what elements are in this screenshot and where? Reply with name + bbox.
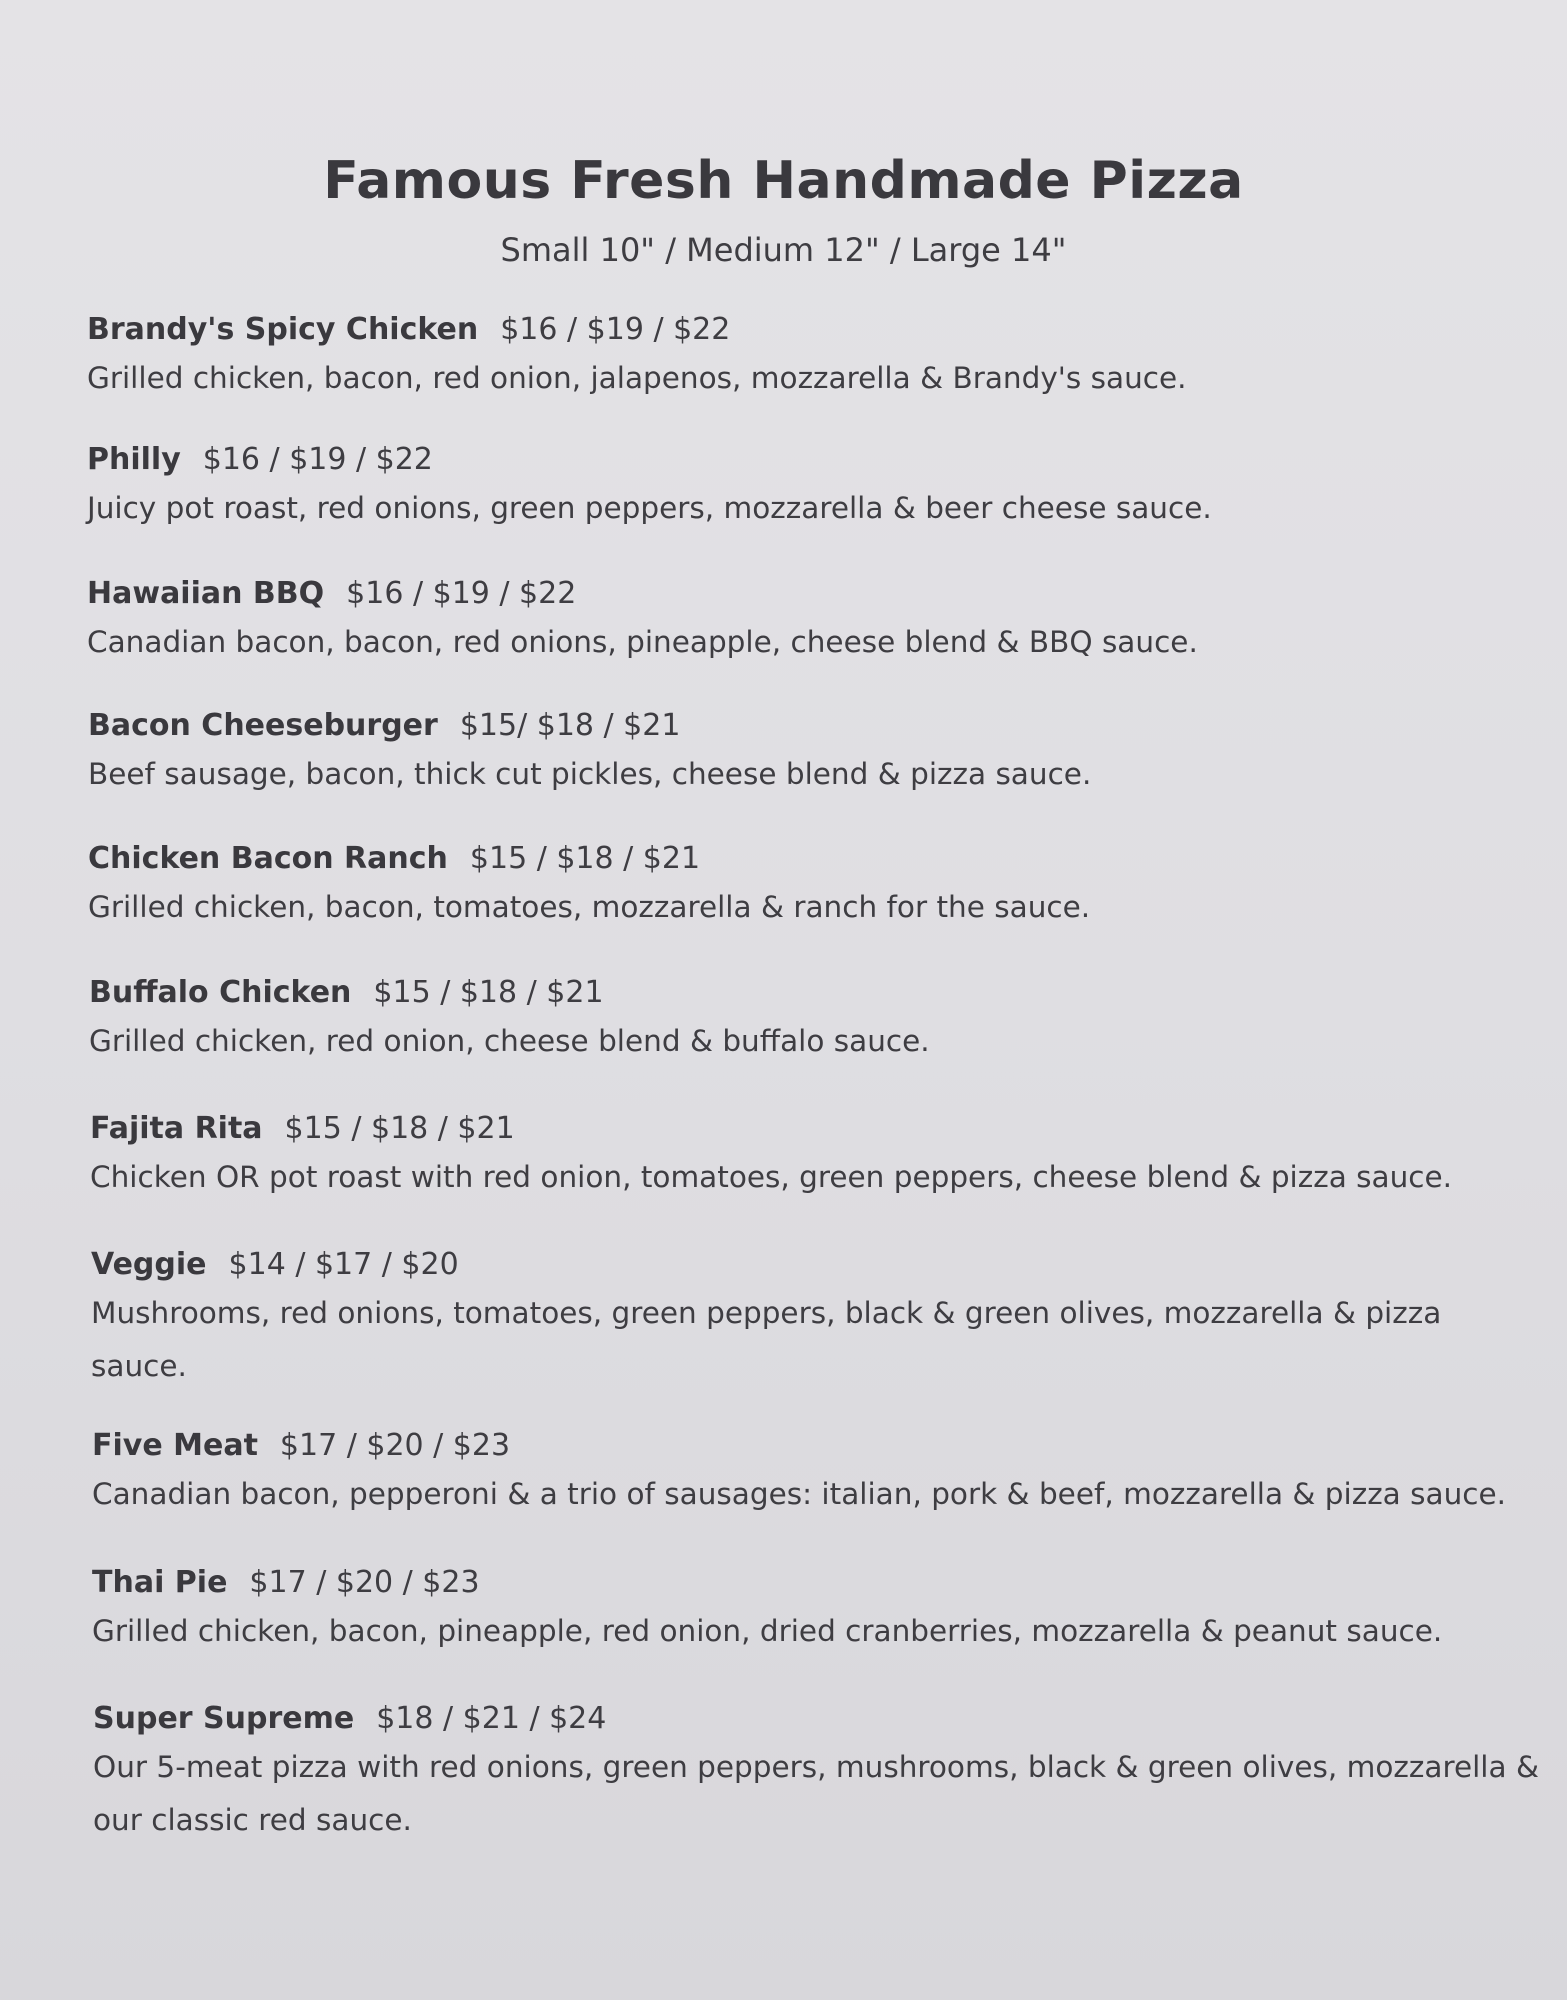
- item-name: Hawaiian BBQ: [87, 576, 325, 611]
- menu-item-bacon-cheeseburger: [88, 704, 1538, 801]
- menu-item-buffalo-chicken: [89, 971, 1539, 1068]
- item-description: Chicken OR pot roast with red onion, tomatoes, green peppers, cheese blend & pizza sauce.: [90, 1160, 1453, 1194]
- menu-item-brandys-spicy-chicken: [87, 308, 1537, 405]
- item-name: Veggie: [91, 1247, 207, 1282]
- item-price: $15/ $18 / $21: [459, 708, 681, 743]
- item-description: Grilled chicken, bacon, pineapple, red onion, dried cranberries, mozzarella & peanut sauce.: [92, 1614, 1443, 1648]
- menu-item-super-supreme: [93, 1697, 1543, 1847]
- item-description: Beef sausage, bacon, thick cut pickles, cheese blend & pizza sauce.: [88, 757, 1092, 791]
- item-name: Chicken Bacon Ranch: [88, 841, 448, 876]
- item-name: Fajita Rita: [90, 1111, 263, 1146]
- item-name: Buffalo Chicken: [89, 975, 352, 1010]
- menu-item-five-meat: [92, 1424, 1542, 1521]
- item-name: Five Meat: [92, 1428, 258, 1463]
- item-price: $17 / $20 / $23: [279, 1428, 511, 1463]
- menu-item-philly: [87, 438, 1537, 535]
- item-name: Thai Pie: [92, 1565, 228, 1600]
- menu-title: Famous Fresh Handmade Pizza: [323, 151, 1244, 211]
- menu-item-chicken-bacon-ranch: [88, 837, 1538, 934]
- item-description: Canadian bacon, bacon, red onions, pineapple, cheese blend & BBQ sauce.: [87, 625, 1198, 659]
- item-price: $14 / $17 / $20: [228, 1247, 459, 1282]
- item-name: Philly: [87, 442, 181, 477]
- item-price: $18 / $21 / $24: [376, 1701, 607, 1736]
- menu-item-fajita-rita: [90, 1107, 1540, 1204]
- item-name: Bacon Cheeseburger: [88, 708, 438, 743]
- item-description: Grilled chicken, red onion, cheese blend & buffalo sauce.: [89, 1024, 930, 1058]
- size-legend: Small 10" / Medium 12" / Large 14": [500, 231, 1067, 269]
- item-description: Juicy pot roast, red onions, green peppers, mozzarella & beer cheese sauce.: [87, 491, 1212, 525]
- item-description: Mushrooms, red onions, tomatoes, green peppers, black & green olives, mozzarella & pizza sauce.: [91, 1296, 1442, 1383]
- item-price: $16 / $19 / $22: [202, 442, 433, 477]
- item-description: Canadian bacon, pepperoni & a trio of sausages: italian, pork & beef, mozzarella & pizza sauce.: [92, 1477, 1507, 1511]
- item-description: Grilled chicken, bacon, tomatoes, mozzarella & ranch for the sauce.: [88, 890, 1091, 924]
- item-price: $15 / $18 / $21: [373, 975, 604, 1010]
- item-name: Super Supreme: [93, 1701, 355, 1736]
- menu-item-veggie: [91, 1243, 1541, 1393]
- item-name: Brandy's Spicy Chicken: [87, 312, 479, 347]
- menu-item-thai-pie: [92, 1561, 1542, 1658]
- item-description: Grilled chicken, bacon, red onion, jalapenos, mozzarella & Brandy's sauce.: [87, 361, 1187, 395]
- menu-item-hawaiian-bbq: [87, 572, 1537, 669]
- item-price: $17 / $20 / $23: [249, 1565, 480, 1600]
- item-description: Our 5-meat pizza with red onions, green peppers, mushrooms, black & green olives, mozzarella & our classic red sauce.: [93, 1750, 1539, 1837]
- item-price: $16 / $19 / $22: [346, 576, 577, 611]
- item-price: $16 / $19 / $22: [500, 312, 731, 347]
- item-price: $15 / $18 / $21: [469, 841, 701, 876]
- item-price: $15 / $18 / $21: [284, 1111, 515, 1146]
